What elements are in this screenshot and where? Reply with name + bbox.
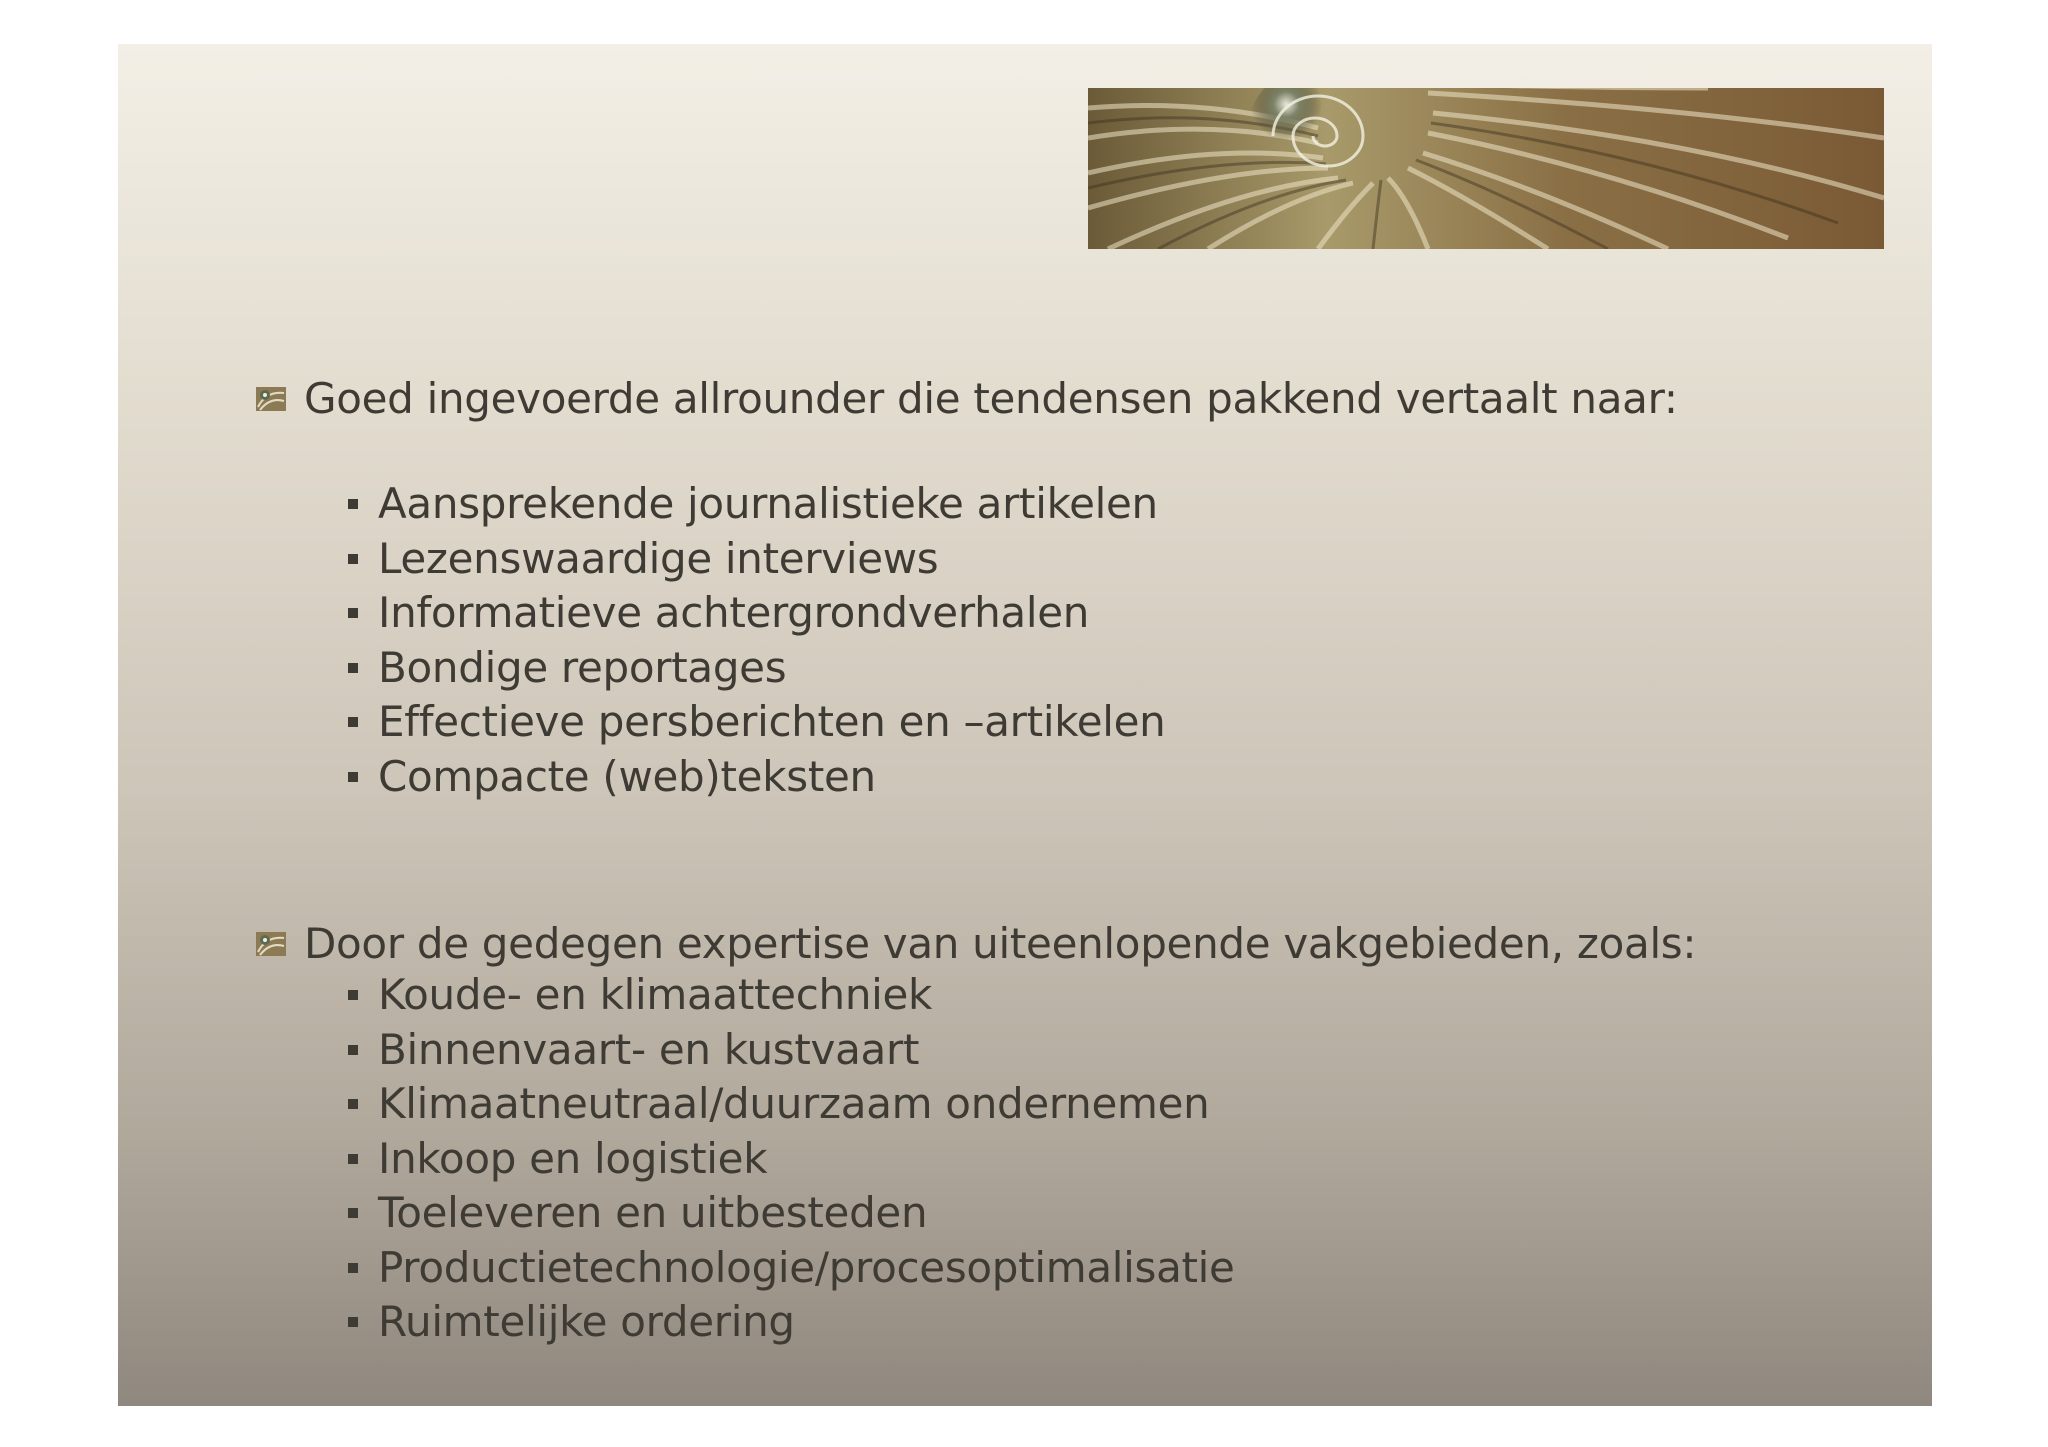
section-heading: Goed ingevoerde allrounder die tendensen pakkend vertaalt naar: — [304, 374, 1678, 423]
list-item: Compacte (web)teksten — [348, 750, 1896, 805]
square-bullet-icon — [348, 499, 358, 509]
square-bullet-icon — [348, 1317, 358, 1327]
square-bullet-icon — [348, 772, 358, 782]
list-item: Bondige reportages — [348, 641, 1896, 696]
square-bullet-icon — [348, 1099, 358, 1109]
nautilus-bullet-icon — [256, 932, 286, 956]
section-writing-skills — [256, 369, 1896, 804]
square-bullet-icon — [348, 717, 358, 727]
bullet-list — [256, 968, 1896, 1350]
slide — [118, 44, 1932, 1406]
list-item: Effectieve persberichten en –artikelen — [348, 695, 1896, 750]
square-bullet-icon — [348, 554, 358, 564]
list-item: Lezenswaardige interviews — [348, 532, 1896, 587]
square-bullet-icon — [348, 990, 358, 1000]
list-item: Aansprekende journalistieke artikelen — [348, 477, 1896, 532]
square-bullet-icon — [348, 608, 358, 618]
list-item: Binnenvaart- en kustvaart — [348, 1023, 1896, 1078]
nautilus-shell-image — [1088, 88, 1884, 249]
list-item: Inkoop en logistiek — [348, 1132, 1896, 1187]
section-heading: Door de gedegen expertise van uiteenlopende vakgebieden, zoals: — [304, 919, 1697, 968]
list-item: Productietechnologie/procesoptimalisatie — [348, 1241, 1896, 1296]
square-bullet-icon — [348, 1208, 358, 1218]
square-bullet-icon — [348, 663, 358, 673]
list-item: Ruimtelijke ordering — [348, 1295, 1896, 1350]
bullet-list — [256, 477, 1896, 804]
square-bullet-icon — [348, 1263, 358, 1273]
list-item: Koude- en klimaattechniek — [348, 968, 1896, 1023]
nautilus-bullet-icon — [256, 387, 286, 411]
list-item: Toeleveren en uitbesteden — [348, 1186, 1896, 1241]
list-item: Klimaatneutraal/duurzaam ondernemen — [348, 1077, 1896, 1132]
section-heading-row — [256, 369, 1896, 429]
square-bullet-icon — [348, 1045, 358, 1055]
list-item: Informatieve achtergrondverhalen — [348, 586, 1896, 641]
square-bullet-icon — [348, 1154, 358, 1164]
section-heading-row — [256, 914, 1896, 974]
section-expertise — [256, 914, 1896, 1350]
